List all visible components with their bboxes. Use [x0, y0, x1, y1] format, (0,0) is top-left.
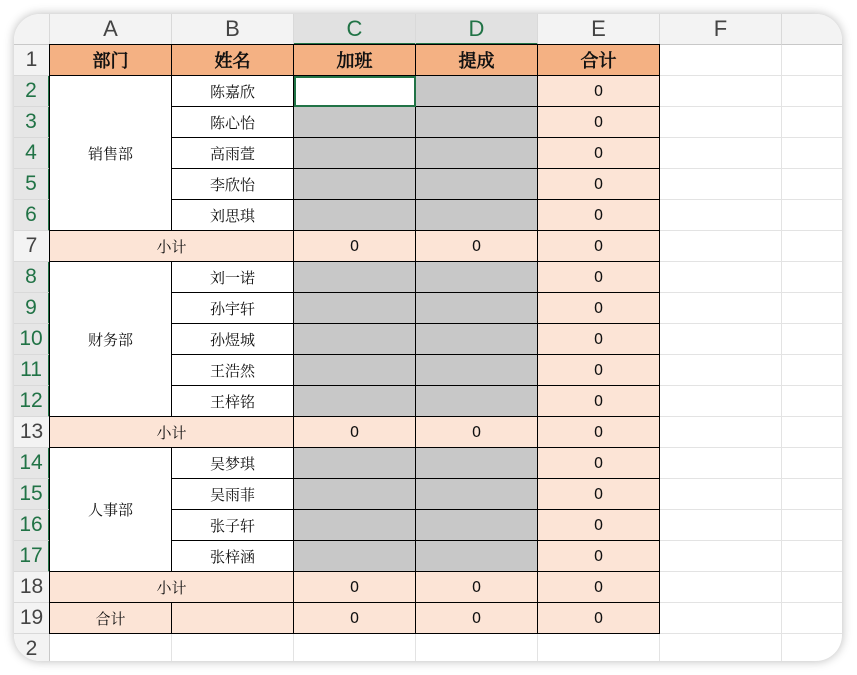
header-dept[interactable]: 部门 — [50, 45, 172, 76]
row-header-11[interactable]: 11 — [14, 355, 50, 386]
employee-name-cell[interactable]: 孙煜城 — [172, 324, 294, 355]
row-header-17[interactable]: 17 — [14, 541, 50, 572]
overtime-input-cell[interactable] — [294, 355, 416, 386]
commission-input-cell[interactable] — [416, 262, 538, 293]
employee-name-cell[interactable]: 张子轩 — [172, 510, 294, 541]
subtotal-overtime[interactable]: 0 — [294, 572, 416, 603]
subtotal-overtime[interactable]: 0 — [294, 417, 416, 448]
row-total-cell[interactable]: 0 — [538, 386, 660, 417]
commission-input-cell[interactable] — [416, 448, 538, 479]
row-total-cell[interactable]: 0 — [538, 107, 660, 138]
row-header-1[interactable]: 1 — [14, 45, 50, 76]
commission-input-cell[interactable] — [416, 293, 538, 324]
active-cell-overtime[interactable] — [294, 76, 416, 107]
grand-total-commission[interactable]: 0 — [416, 603, 538, 634]
commission-input-cell[interactable] — [416, 200, 538, 231]
commission-input-cell[interactable] — [416, 386, 538, 417]
commission-input-cell[interactable] — [416, 169, 538, 200]
row-total-cell[interactable]: 0 — [538, 293, 660, 324]
row-total-cell[interactable]: 0 — [538, 355, 660, 386]
subtotal-overtime[interactable]: 0 — [294, 231, 416, 262]
overtime-input-cell[interactable] — [294, 448, 416, 479]
column-header-e[interactable]: E — [538, 14, 660, 45]
column-header-a[interactable]: A — [50, 14, 172, 45]
row-header-15[interactable]: 15 — [14, 479, 50, 510]
row-header-13[interactable]: 13 — [14, 417, 50, 448]
subtotal-commission[interactable]: 0 — [416, 417, 538, 448]
overtime-input-cell[interactable] — [294, 324, 416, 355]
grand-total-overtime[interactable]: 0 — [294, 603, 416, 634]
row-header-9[interactable]: 9 — [14, 293, 50, 324]
grand-total-empty[interactable] — [172, 603, 294, 634]
overtime-input-cell[interactable] — [294, 169, 416, 200]
column-header-d[interactable]: D — [416, 14, 538, 45]
row-header-7[interactable]: 7 — [14, 231, 50, 262]
subtotal-label[interactable]: 小计 — [50, 231, 294, 262]
column-header-c[interactable]: C — [294, 14, 416, 45]
employee-name-cell[interactable]: 刘思琪 — [172, 200, 294, 231]
dept-cell[interactable]: 财务部 — [50, 262, 172, 417]
row-total-cell[interactable]: 0 — [538, 138, 660, 169]
row-header-19[interactable]: 19 — [14, 603, 50, 634]
employee-name-cell[interactable]: 高雨萱 — [172, 138, 294, 169]
commission-input-cell[interactable] — [416, 541, 538, 572]
column-header-b[interactable]: B — [172, 14, 294, 45]
row-header-14[interactable]: 14 — [14, 448, 50, 479]
commission-input-cell[interactable] — [416, 138, 538, 169]
employee-name-cell[interactable]: 吴梦琪 — [172, 448, 294, 479]
dept-cell[interactable]: 销售部 — [50, 76, 172, 231]
column-header-g[interactable] — [782, 14, 842, 45]
employee-name-cell[interactable]: 王浩然 — [172, 355, 294, 386]
row-header-3[interactable]: 3 — [14, 107, 50, 138]
spreadsheet-grid — [14, 14, 842, 661]
grand-total-total[interactable]: 0 — [538, 603, 660, 634]
employee-name-cell[interactable]: 李欣怡 — [172, 169, 294, 200]
commission-input-cell[interactable] — [416, 355, 538, 386]
overtime-input-cell[interactable] — [294, 138, 416, 169]
overtime-input-cell[interactable] — [294, 541, 416, 572]
row-total-cell[interactable]: 0 — [538, 76, 660, 107]
row-total-cell[interactable]: 0 — [538, 448, 660, 479]
employee-name-cell[interactable]: 孙宇轩 — [172, 293, 294, 324]
row-header-20[interactable]: 2 — [14, 634, 50, 661]
row-header-12[interactable]: 12 — [14, 386, 50, 417]
row-header-8[interactable]: 8 — [14, 262, 50, 293]
employee-name-cell[interactable]: 吴雨菲 — [172, 479, 294, 510]
column-header-f[interactable]: F — [660, 14, 782, 45]
employee-name-cell[interactable]: 刘一诺 — [172, 262, 294, 293]
grand-total-label[interactable]: 合计 — [50, 603, 172, 634]
header-commission[interactable]: 提成 — [416, 45, 538, 76]
employee-name-cell[interactable]: 王梓铭 — [172, 386, 294, 417]
employee-name-cell[interactable]: 陈嘉欣 — [172, 76, 294, 107]
commission-input-cell[interactable] — [416, 107, 538, 138]
row-header-10[interactable]: 10 — [14, 324, 50, 355]
subtotal-total[interactable]: 0 — [538, 572, 660, 603]
employee-name-cell[interactable]: 张梓涵 — [172, 541, 294, 572]
spreadsheet-window — [14, 14, 842, 661]
overtime-input-cell[interactable] — [294, 293, 416, 324]
row-header-18[interactable]: 18 — [14, 572, 50, 603]
row-total-cell[interactable]: 0 — [538, 169, 660, 200]
subtotal-label[interactable]: 小计 — [50, 417, 294, 448]
subtotal-commission[interactable]: 0 — [416, 572, 538, 603]
subtotal-commission[interactable]: 0 — [416, 231, 538, 262]
overtime-input-cell[interactable] — [294, 107, 416, 138]
subtotal-label[interactable]: 小计 — [50, 572, 294, 603]
row-header-4[interactable]: 4 — [14, 138, 50, 169]
row-total-cell[interactable]: 0 — [538, 479, 660, 510]
row-total-cell[interactable]: 0 — [538, 541, 660, 572]
overtime-input-cell[interactable] — [294, 510, 416, 541]
dept-cell[interactable]: 人事部 — [50, 448, 172, 572]
overtime-input-cell[interactable] — [294, 479, 416, 510]
header-name[interactable]: 姓名 — [172, 45, 294, 76]
row-header-16[interactable]: 16 — [14, 510, 50, 541]
subtotal-total[interactable]: 0 — [538, 231, 660, 262]
overtime-input-cell[interactable] — [294, 386, 416, 417]
row-header-5[interactable]: 5 — [14, 169, 50, 200]
overtime-input-cell[interactable] — [294, 200, 416, 231]
select-all-corner[interactable] — [14, 14, 50, 45]
row-total-cell[interactable]: 0 — [538, 510, 660, 541]
row-header-2[interactable]: 2 — [14, 76, 50, 107]
employee-name-cell[interactable]: 陈心怡 — [172, 107, 294, 138]
row-total-cell[interactable]: 0 — [538, 324, 660, 355]
commission-input-cell[interactable] — [416, 479, 538, 510]
commission-input-cell[interactable] — [416, 324, 538, 355]
row-total-cell[interactable]: 0 — [538, 200, 660, 231]
header-overtime[interactable]: 加班 — [294, 45, 416, 76]
commission-input-cell[interactable] — [416, 510, 538, 541]
row-total-cell[interactable]: 0 — [538, 262, 660, 293]
commission-input-cell[interactable] — [416, 76, 538, 107]
overtime-input-cell[interactable] — [294, 262, 416, 293]
row-header-6[interactable]: 6 — [14, 200, 50, 231]
subtotal-total[interactable]: 0 — [538, 417, 660, 448]
header-total[interactable]: 合计 — [538, 45, 660, 76]
